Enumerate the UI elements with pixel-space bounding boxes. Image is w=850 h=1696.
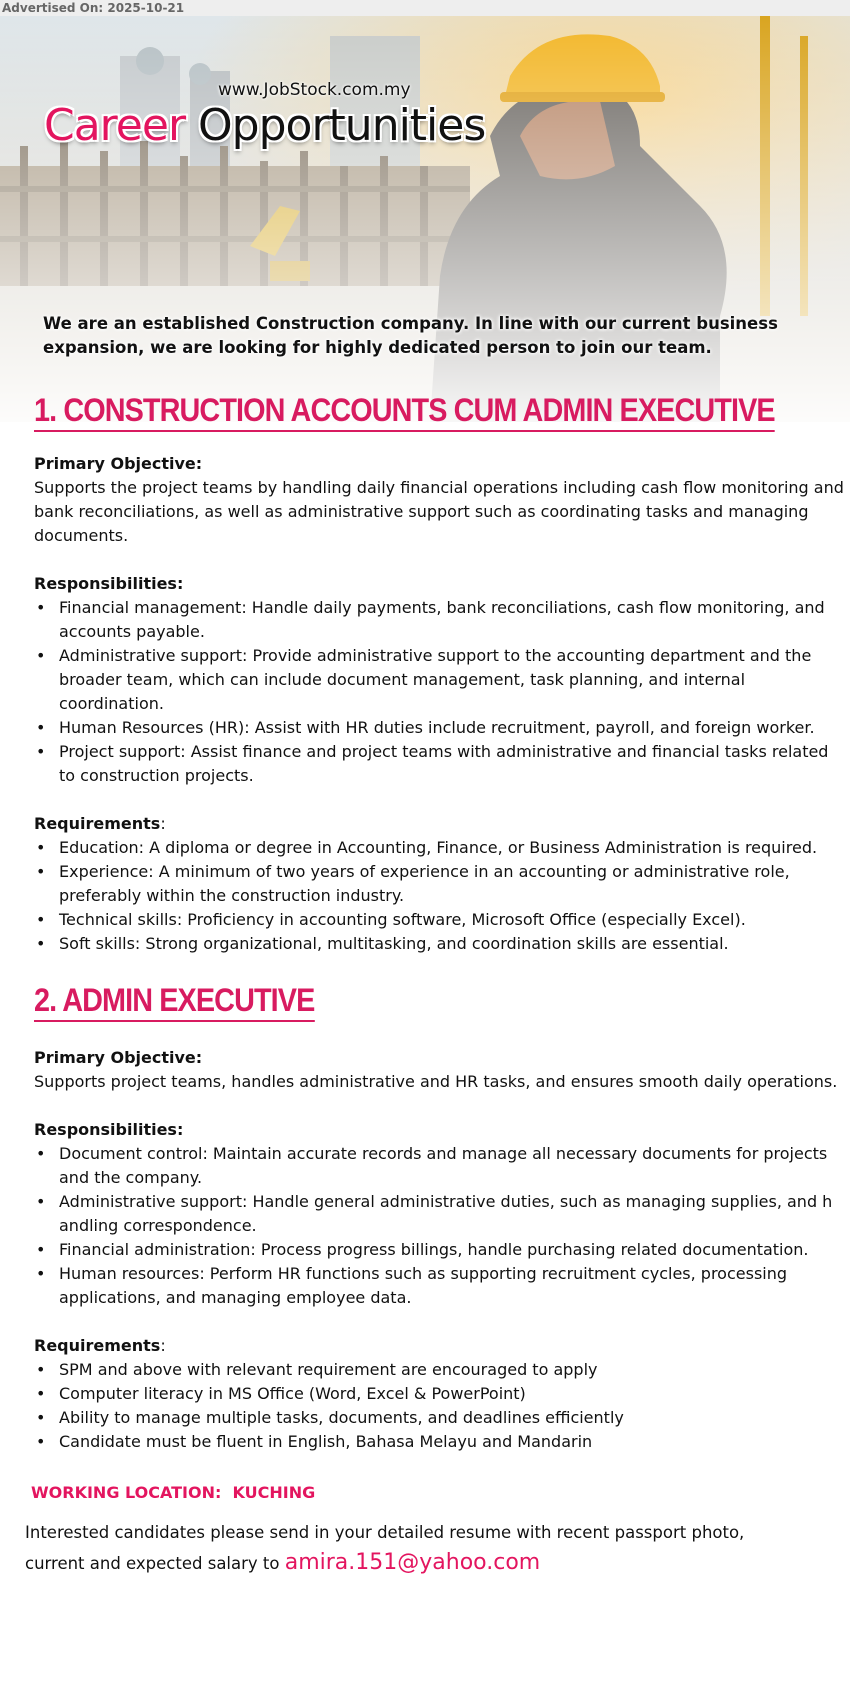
list-item: • Document control: Maintain accurate records and manage all necessary documents for projects and the company. <box>36 1144 828 1187</box>
job2-requirements-list <box>34 1358 844 1454</box>
job1-objective-heading: Primary Objective: <box>34 454 203 473</box>
job1-requirements-list <box>34 836 844 956</box>
job2-title: 2. ADMIN EXECUTIVE <box>34 982 314 1022</box>
website-url: www.JobStock.com.my <box>218 80 411 100</box>
job1-responsibilities-list <box>34 596 844 788</box>
list-item: • Human Resources (HR): Assist with HR duties include recruitment, payroll, and foreign worker. <box>36 718 815 737</box>
list-item: • Administrative support: Handle general administrative duties, such as managing supplies, and h andling correspondence. <box>36 1192 833 1235</box>
list-item: • SPM and above with relevant requirement are encouraged to apply <box>36 1360 598 1379</box>
hero-banner <box>0 16 850 422</box>
banner-title-opportunities: Opportunities <box>198 100 486 151</box>
list-item: • Education: A diploma or degree in Accounting, Finance, or Business Administration is required. <box>36 838 818 857</box>
list-item: • Financial administration: Process progress billings, handle purchasing related documentation. <box>36 1240 809 1259</box>
banner-title-career: Career <box>44 100 186 151</box>
job1-requirements-heading: Requirements: <box>34 814 166 833</box>
job1-body <box>34 452 844 956</box>
job1-title: 1. CONSTRUCTION ACCOUNTS CUM ADMIN EXECUTIVE <box>34 392 775 432</box>
banner-title <box>44 100 485 151</box>
job2-responsibilities-list <box>34 1142 844 1310</box>
apply-line1: Interested candidates please send in your detailed resume with recent passport photo, <box>25 1523 745 1542</box>
list-item: • Administrative support: Provide administrative support to the accounting department and the broader team, which can include document management, task planning, and internal coordination. <box>36 646 812 713</box>
list-item: • Ability to manage multiple tasks, documents, and deadlines efficiently <box>36 1408 624 1427</box>
construction-site-image <box>0 16 850 422</box>
job2-requirements-heading: Requirements: <box>34 1336 166 1355</box>
email-link[interactable]: amira.151@yahoo.com <box>284 1550 541 1575</box>
list-item: • Candidate must be fluent in English, Bahasa Melayu and Mandarin <box>36 1432 593 1451</box>
working-location: WORKING LOCATION: KUCHING <box>31 1483 316 1502</box>
job2-responsibilities-heading: Responsibilities: <box>34 1120 184 1139</box>
list-item: • Experience: A minimum of two years of experience in an accounting or administrative role, preferably within the construction industry. <box>36 862 790 905</box>
list-item: • Project support: Assist finance and project teams with administrative and financial tasks related to construction projects. <box>36 742 829 785</box>
list-item: • Human resources: Perform HR functions such as supporting recruitment cycles, processing applications, and managing employee data. <box>36 1264 788 1307</box>
job1-responsibilities-heading: Responsibilities: <box>34 574 184 593</box>
list-item: • Technical skills: Proficiency in accounting software, Microsoft Office (especially Excel). <box>36 910 746 929</box>
list-item: • Soft skills: Strong organizational, multitasking, and coordination skills are essential. <box>36 934 729 953</box>
company-intro: We are an established Construction company. In line with our current business expansion, we are looking for highly dedicated person to join our team. <box>43 314 778 357</box>
list-item: • Computer literacy in MS Office (Word, Excel & PowerPoint) <box>36 1384 526 1403</box>
job2-objective: Supports project teams, handles administrative and HR tasks, and ensures smooth daily operations. <box>34 1072 838 1091</box>
list-item: • Financial management: Handle daily payments, bank reconciliations, cash flow monitoring, and accounts payable. <box>36 598 825 641</box>
job2-body <box>34 1046 844 1454</box>
apply-instructions <box>25 1518 825 1579</box>
job2-objective-heading: Primary Objective: <box>34 1048 203 1067</box>
advertised-date: Advertised On: 2025-10-21 <box>0 0 850 16</box>
job1-objective: Supports the project teams by handling daily financial operations including cash flow monitoring and bank reconciliations, as well as administrative support such as coordinating tasks and managing documents. <box>34 478 844 545</box>
apply-line2: current and expected salary to amira.151@yahoo.com <box>25 1550 541 1575</box>
